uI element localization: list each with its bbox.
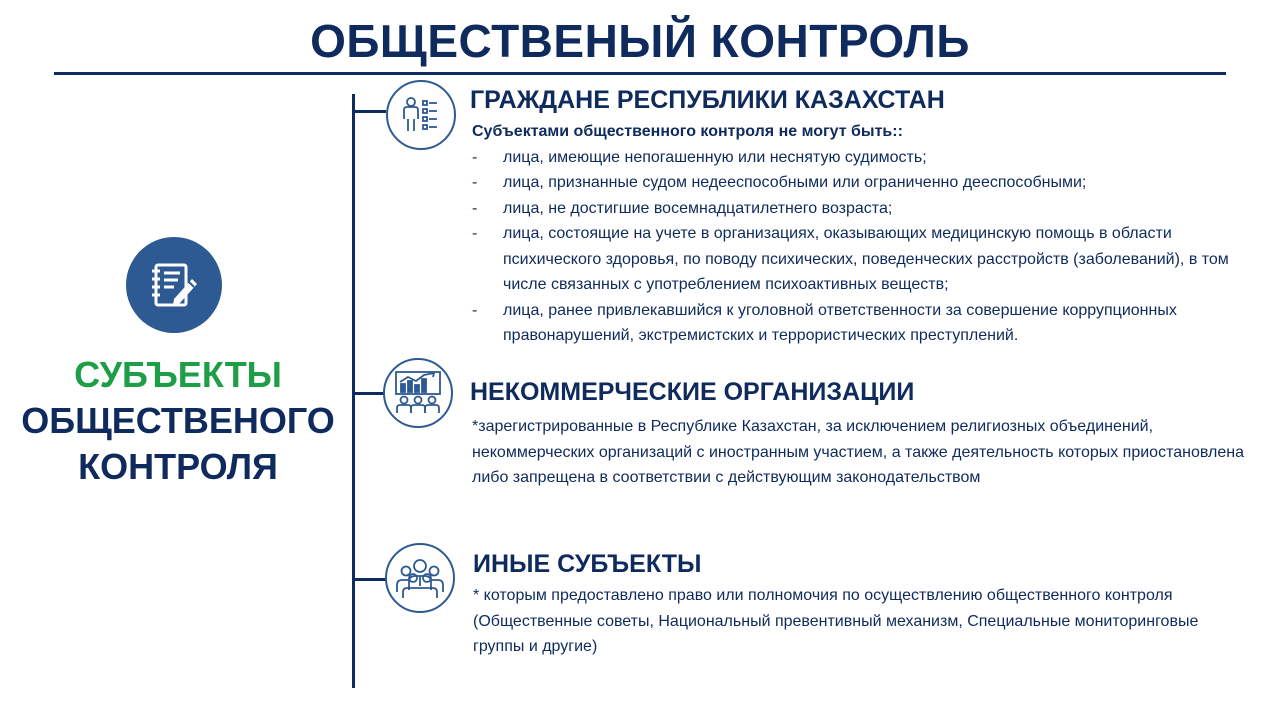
timeline-connector: [352, 110, 386, 113]
subjects-heading: [0, 352, 356, 490]
list-item: - лица, ранее привлекавшийся к уголовной ответственности за совершение коррупционных правонарушений, экстремистских и террористических преступлений.: [472, 301, 1177, 344]
person-checklist-icon: [386, 80, 456, 150]
subjects-heading-line2: ОБЩЕСТВЕНОГО: [21, 400, 335, 441]
list-item: - лица, состоящие на учете в организациях, оказывающих медицинскую помощь в области психического здоровья, по поводу психических, поведенческих расстройств (заболеваний), в том числе связанных с употреблением психоактивных веществ;: [472, 225, 1229, 293]
timeline-line: [352, 94, 355, 688]
list-item: - лица, признанные судом недееспособными или ограниченно дееспособными;: [472, 174, 1087, 191]
section-text-other: * которым предоставлено право или полномочия по осуществлению общественного контроля (Общественные советы, Национальный превентивный механизм, Специальные мониторинговые группы и другие): [473, 587, 1199, 655]
timeline-connector: [352, 578, 386, 581]
timeline-connector: [352, 392, 386, 395]
title-divider: [54, 72, 1226, 75]
section-title-other: ИНЫЕ СУБЪЕКТЫ: [473, 550, 702, 578]
section-text-ngo: *зарегистрированные в Республике Казахстан, за исключением религиозных объединений, некоммерческих организаций с иностранным участием, а также деятельность которых приостановлена либо запрещена в соответствии с действующим законодательством: [472, 418, 1244, 486]
growth-chart-group-icon: [383, 358, 453, 428]
subjects-heading-line3: КОНТРОЛЯ: [78, 446, 278, 487]
subjects-heading-line1: СУБЪЕКТЫ: [74, 354, 282, 395]
page-title: ОБЩЕСТВЕНЫЙ КОНТРОЛЬ: [310, 15, 970, 67]
list-item: - лица, имеющие непогашенную или неснятую судимость;: [472, 148, 927, 166]
people-group-icon: [385, 543, 455, 613]
section-title-citizens: ГРАЖДАНЕ РЕСПУБЛИКИ КАЗАХСТАН: [470, 86, 945, 114]
notebook-pencil-icon: [126, 237, 222, 333]
exclusions-list: [472, 145, 1262, 349]
section-title-ngo: НЕКОММЕРЧЕСКИЕ ОРГАНИЗАЦИИ: [470, 378, 915, 406]
citizens-subheading: Субъектами общественного контроля не могут быть::: [472, 123, 903, 140]
list-item: - лица, не достигшие восемнадцатилетнего возраста;: [472, 199, 893, 217]
section-text-citizens: [472, 119, 1262, 349]
